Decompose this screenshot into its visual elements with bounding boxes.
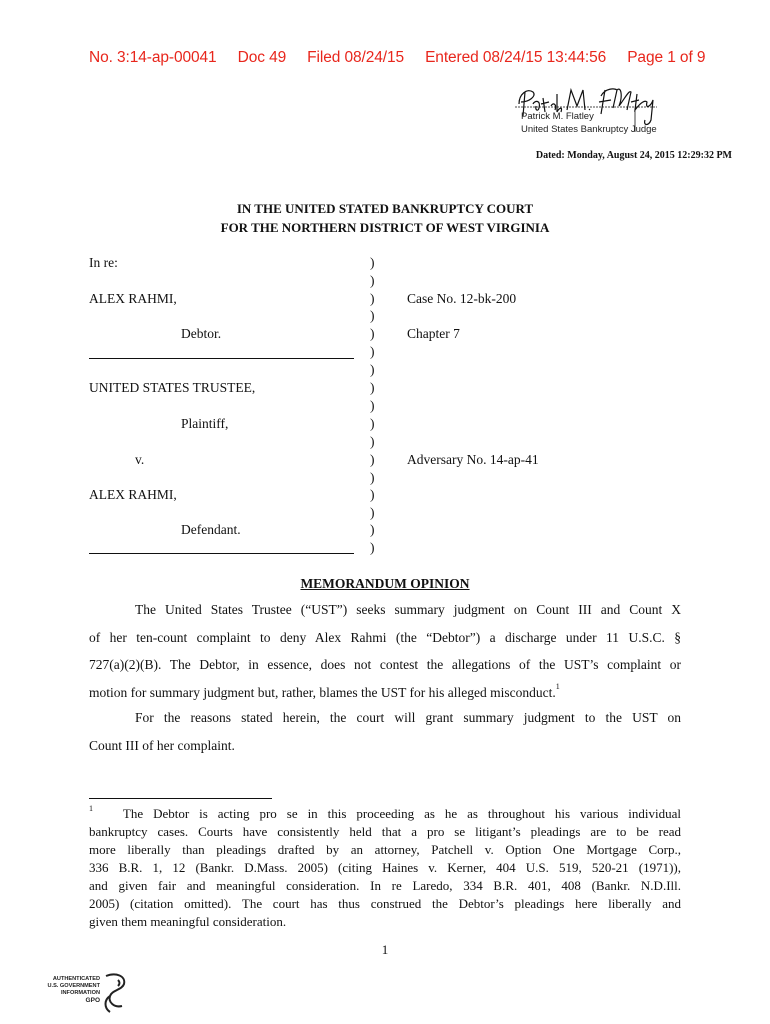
page-number: 1	[381, 942, 389, 957]
gpo-text-4: GPO	[85, 997, 100, 1004]
header-entered: Entered 08/24/15 13:44:56	[425, 49, 607, 66]
header-doc: Doc 49	[237, 49, 287, 66]
gpo-text-1: AUTHENTICATED	[52, 976, 100, 982]
gpo-authenticated-logo	[38, 970, 148, 1015]
caption-debtor-label: Debtor.	[181, 326, 222, 341]
opinion-paragraph-1	[89, 596, 681, 706]
paren: )	[370, 540, 375, 555]
footnote-ref[interactable]: 1	[555, 682, 560, 691]
paren: )	[370, 273, 375, 288]
opinion-paragraph-2	[89, 704, 681, 759]
caption-in-re: In re:	[89, 255, 118, 270]
caption-chapter: Chapter 7	[407, 326, 460, 341]
gpo-text-3: INFORMATION	[60, 990, 100, 996]
paren: )	[370, 398, 375, 413]
footnote-line: bankruptcy cases. Courts have consistently held that a pro se litigant’s pleadings are to be read	[89, 824, 681, 839]
filing-header	[89, 49, 705, 67]
footnote-number: 1	[89, 803, 93, 813]
dated-line: Dated: Monday, August 24, 2015 12:29:32 PM	[535, 150, 732, 161]
caption-plaintiff-name: UNITED STATES TRUSTEE,	[89, 380, 256, 395]
footnote-line: 336 B.R. 1, 12 (Bankr. D.Mass. 2005) (citing Haines v. Kerner, 404 U.S. 519, 520-21 (1971)),	[89, 860, 681, 875]
paren: )	[370, 505, 375, 520]
court-heading-line-2: FOR THE NORTHERN DISTRICT OF WEST VIRGINIA	[220, 220, 550, 235]
caption-versus: v.	[135, 452, 145, 467]
caption-defendant-name: ALEX RAHMI,	[89, 487, 177, 502]
footnote-divider	[89, 798, 272, 799]
caption-defendant-label: Defendant.	[181, 522, 241, 537]
eagle-icon	[100, 970, 130, 1014]
caption-adversary-no: Adversary No. 14-ap-41	[407, 452, 539, 467]
memorandum-title: MEMORANDUM OPINION	[300, 576, 470, 591]
paren: )	[370, 362, 375, 377]
footnote-line: 2005) (citation omitted). The court has thus construed the Debtor’s pleadings here liberally and	[89, 896, 681, 911]
footnote-text: The Debtor is acting pro se in this proceeding as he as throughout his various individual	[122, 806, 682, 821]
footnote-1	[89, 805, 681, 931]
text-line: For the reasons stated herein, the court will grant summary judgment to the UST on	[135, 710, 681, 725]
caption-debtor-name: ALEX RAHMI,	[89, 291, 177, 306]
paren: )	[370, 291, 375, 306]
paren: )	[370, 434, 375, 449]
judge-name: Patrick M. Flatley	[521, 111, 594, 122]
text-line: of her ten-count complaint to deny Alex Rahmi (the “Debtor”) a discharge under 11 U.S.C. §	[89, 629, 681, 645]
court-heading-line-1: IN THE UNITED STATED BANKRUPTCY COURT	[236, 201, 534, 216]
caption-divider-2	[89, 553, 354, 554]
header-case-no: No. 3:14-ap-00041	[89, 49, 217, 66]
judge-title: United States Bankruptcy Judge	[521, 124, 657, 135]
paren: )	[370, 487, 375, 502]
text-line	[89, 679, 681, 707]
text-line: Count III of her complaint.	[89, 737, 235, 753]
text-line-content: motion for summary judgment but, rather, blames the UST for his alleged misconduct.	[89, 684, 556, 700]
paren: )	[370, 380, 375, 395]
paren: )	[370, 416, 375, 431]
paren: )	[370, 326, 375, 341]
header-page: Page 1 of 9	[627, 49, 706, 66]
paren: )	[370, 470, 375, 485]
footnote-line: given them meaningful consideration.	[89, 914, 287, 929]
gpo-text-2: U.S. GOVERNMENT	[47, 983, 100, 989]
paren: )	[370, 452, 375, 467]
paren: )	[370, 522, 375, 537]
caption-case-no: Case No. 12-bk-200	[407, 291, 517, 306]
text-line: 727(a)(2)(B). The Debtor, in essence, does not contest the allegations of the UST’s complaint or	[89, 657, 681, 672]
caption-plaintiff-label: Plaintiff,	[181, 416, 229, 431]
paren: )	[370, 344, 375, 359]
footnote-line	[89, 805, 681, 823]
paren: )	[370, 255, 375, 270]
footnote-line: more liberally than pleadings drafted by an attorney, Patchell v. Option One Mortgage Corp.,	[89, 842, 681, 857]
header-filed: Filed 08/24/15	[307, 49, 405, 66]
paren: )	[370, 308, 375, 323]
caption-divider-1	[89, 358, 354, 359]
text-line: The United States Trustee (“UST”) seeks summary judgment on Count III and Count X	[135, 602, 681, 617]
footnote-line: and given fair and meaningful consideration. In re Laredo, 334 B.R. 401, 408 (Bankr. N.D.Ill.	[89, 878, 681, 893]
